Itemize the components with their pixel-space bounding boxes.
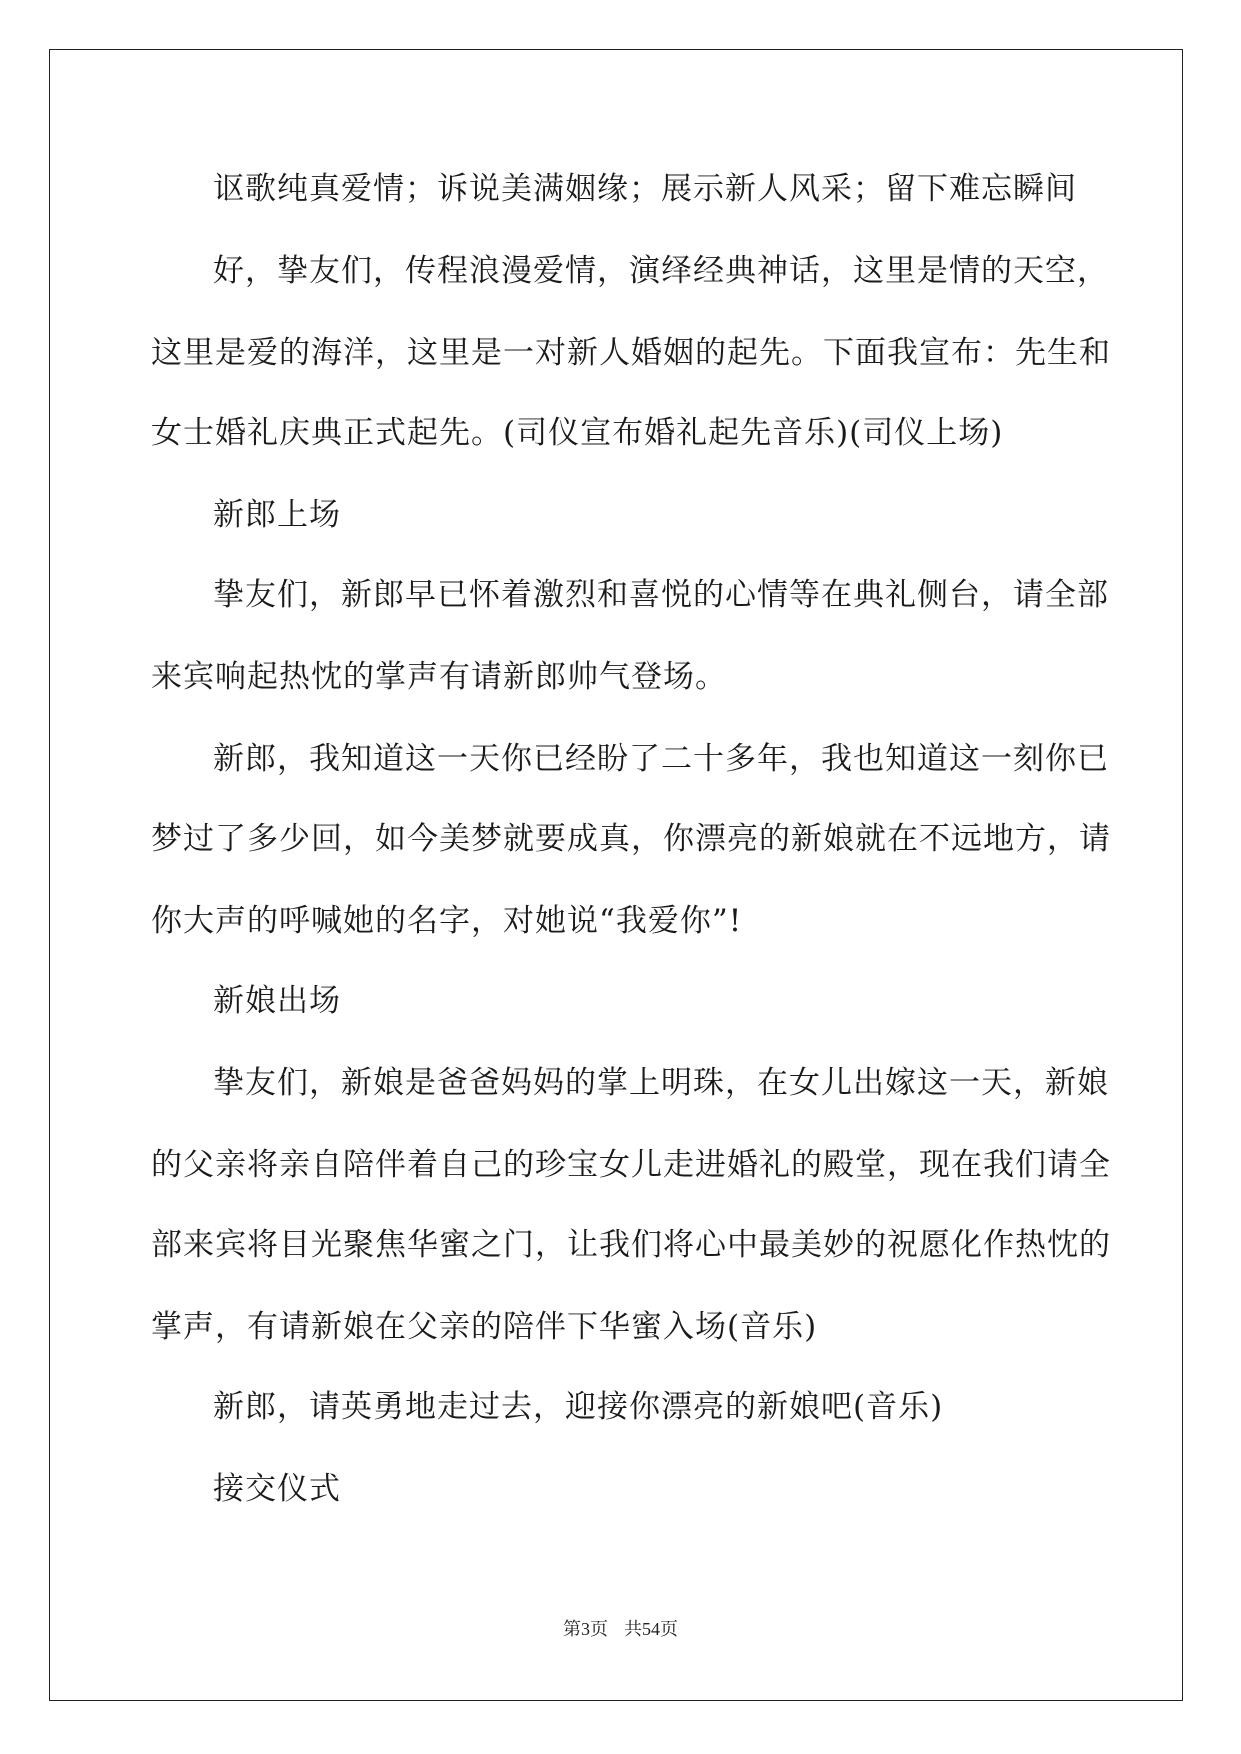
text-line: 挚友们，新娘是爸爸妈妈的掌上明珠，在女儿出嫁这一天，新娘: [213, 1065, 1109, 1101]
text-line: 来宾响起热忱的掌声有请新郎帅气登场。: [151, 659, 727, 695]
text-line: 这里是爱的海洋，这里是一对新人婚姻的起先。下面我宣布：先生和: [151, 335, 1111, 371]
section-heading: 接交仪式: [213, 1471, 341, 1507]
text-line: 部来宾将目光聚焦华蜜之门，让我们将心中最美妙的祝愿化作热忱的: [151, 1227, 1111, 1263]
text-line: 新郎，我知道这一天你已经盼了二十多年，我也知道这一刻你已: [213, 741, 1109, 777]
section-heading: 新郎上场: [213, 497, 341, 533]
text-line: 你大声的呼喊她的名字，对她说“我爱你”!: [151, 903, 743, 939]
text-line: 女士婚礼庆典正式起先。(司仪宣布婚礼起先音乐)(司仪上场): [151, 415, 1004, 451]
text-line: 讴歌纯真爱情；诉说美满姻缘；展示新人风采；留下难忘瞬间: [213, 171, 1077, 207]
text-line: 好，挚友们，传程浪漫爱情，演绎经典神话，这里是情的天空，: [213, 253, 1109, 289]
page-number: 第3页: [563, 1619, 608, 1639]
section-heading: 新娘出场: [213, 983, 341, 1019]
page-border: [49, 49, 1183, 1701]
text-line: 挚友们，新郎早已怀着激烈和喜悦的心情等在典礼侧台，请全部: [213, 577, 1109, 613]
text-line: 新郎，请英勇地走过去，迎接你漂亮的新娘吧(音乐): [213, 1389, 944, 1425]
text-line: 掌声，有请新娘在父亲的陪伴下华蜜入场(音乐): [151, 1309, 818, 1345]
page-footer: [0, 1615, 1241, 1641]
text-line: 的父亲将亲自陪伴着自己的珍宝女儿走进婚礼的殿堂，现在我们请全: [151, 1147, 1111, 1183]
text-line: 梦过了多少回，如今美梦就要成真，你漂亮的新娘就在不远地方，请: [151, 821, 1111, 857]
page-total: 共54页: [624, 1619, 678, 1639]
